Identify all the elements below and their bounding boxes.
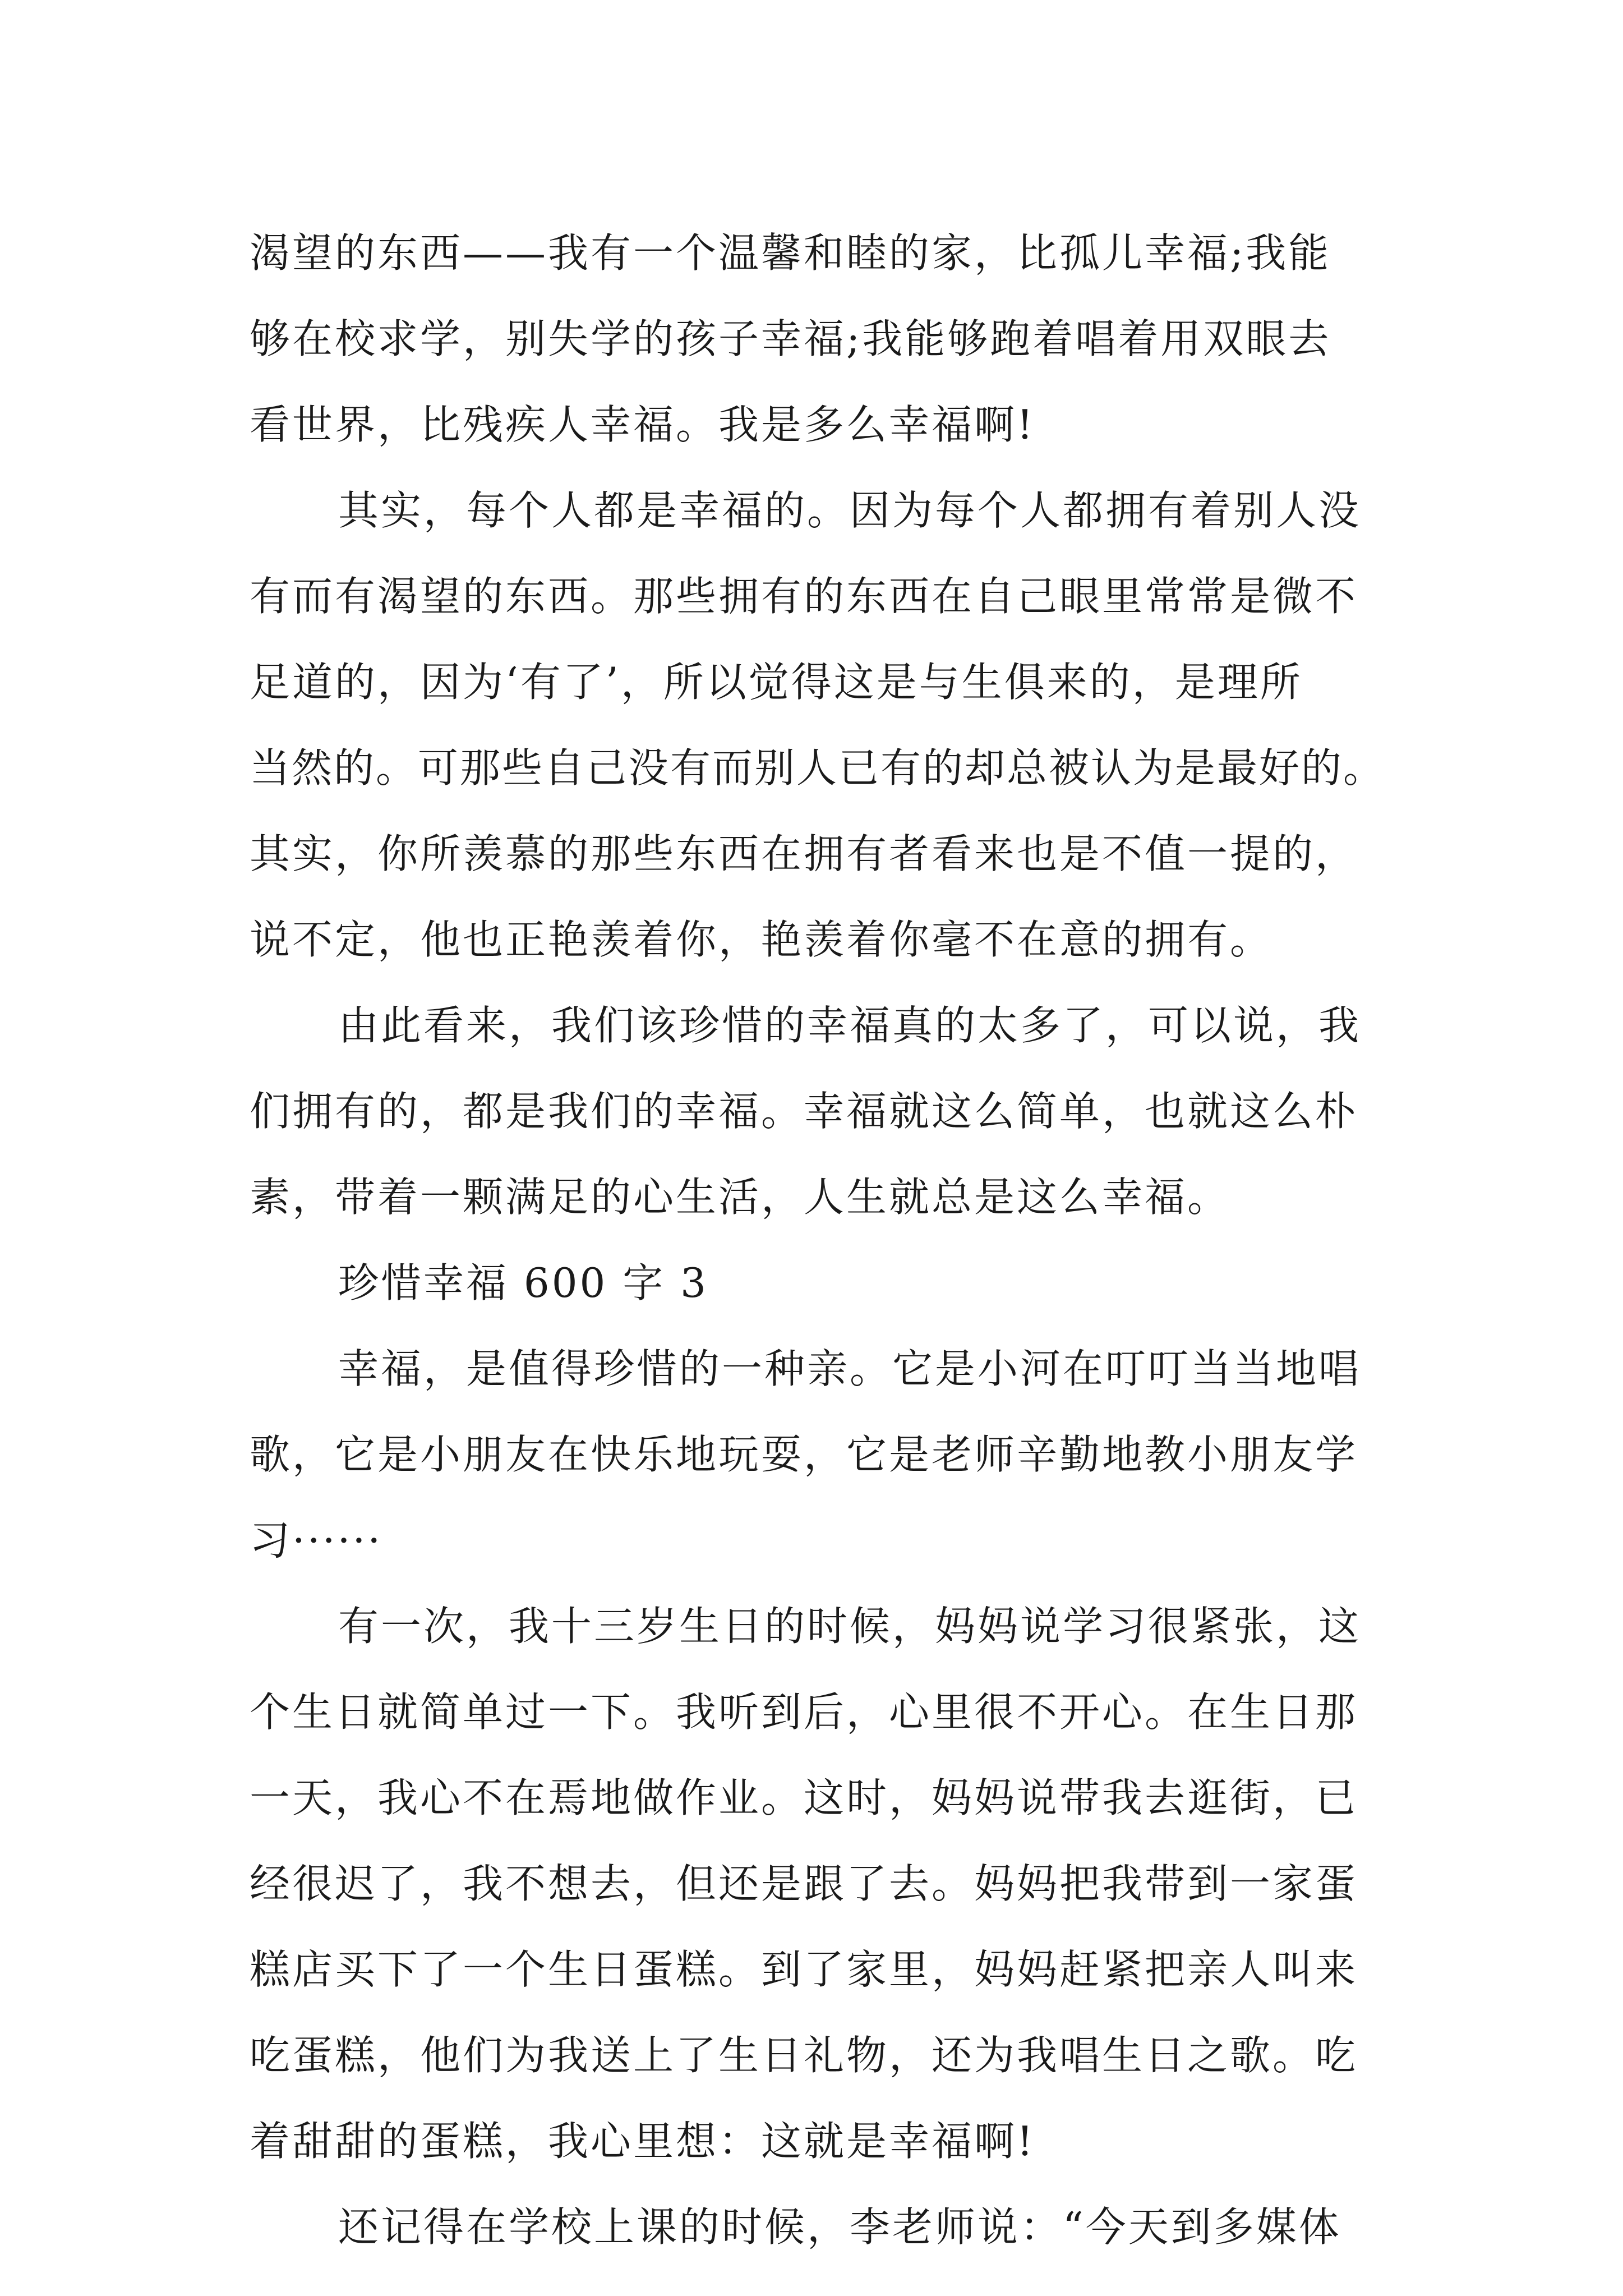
text-line: 歌，它是小朋友在快乐地玩耍，它是老师辛勤地教小朋友学 bbox=[250, 1431, 1358, 1478]
text-line: 糕店买下了一个生日蛋糕。到了家里，妈妈赶紧把亲人叫来 bbox=[250, 1946, 1358, 1993]
text-line: 一天，我心不在焉地做作业。这时，妈妈说带我去逛街，已 bbox=[250, 1774, 1358, 1821]
text-line: 渴望的东西——我有一个温馨和睦的家，比孤儿幸福;我能 bbox=[250, 229, 1331, 277]
text-line: 素，带着一颗满足的心生活，人生就总是这么幸福。 bbox=[250, 1174, 1230, 1221]
text-line: 经很迟了，我不想去，但还是跟了去。妈妈把我带到一家蛋 bbox=[250, 1860, 1358, 1907]
text-line: 习······ bbox=[250, 1517, 383, 1564]
text-line: 珍惜幸福 600 字 3 bbox=[338, 1259, 708, 1306]
text-line: 还记得在学校上课的时候，李老师说：“今天到多媒体 bbox=[338, 2203, 1341, 2251]
essay-body bbox=[250, 210, 1388, 2270]
text-line: 有一次，我十三岁生日的时候，妈妈说学习很紧张，这 bbox=[338, 1603, 1362, 1650]
text-line: 够在校求学，别失学的孩子幸福;我能够跑着唱着用双眼去 bbox=[250, 315, 1331, 362]
text-line: 由此看来，我们该珍惜的幸福真的太多了，可以说，我 bbox=[338, 1002, 1362, 1049]
text-line: 吃蛋糕，他们为我送上了生日礼物，还为我唱生日之歌。吃 bbox=[250, 2032, 1358, 2079]
text-line: 看世界，比残疾人幸福。我是多么幸福啊! bbox=[250, 401, 1035, 448]
text-line: 个生日就简单过一下。我听到后，心里很不开心。在生日那 bbox=[250, 1688, 1358, 1736]
text-line: 有而有渴望的东西。那些拥有的东西在自己眼里常常是微不 bbox=[250, 573, 1358, 620]
text-line: 其实，你所羡慕的那些东西在拥有者看来也是不值一提的， bbox=[250, 830, 1358, 877]
text-line: 们拥有的，都是我们的幸福。幸福就这么简单，也就这么朴 bbox=[250, 1088, 1358, 1135]
text-line: 足道的，因为‘有了’，所以觉得这是与生俱来的，是理所 bbox=[250, 659, 1303, 706]
text-line: 当然的。可那些自己没有而别人已有的却总被认为是最好的。 bbox=[250, 744, 1386, 792]
text-line: 说不定，他也正艳羡着你，艳羡着你毫不在意的拥有。 bbox=[250, 916, 1273, 963]
text-line: 幸福，是值得珍惜的一种亲。它是小河在叮叮当当地唱 bbox=[338, 1345, 1362, 1392]
text-line: 其实，每个人都是幸福的。因为每个人都拥有着别人没 bbox=[338, 487, 1362, 534]
text-line: 着甜甜的蛋糕，我心里想：这就是幸福啊! bbox=[250, 2118, 1035, 2165]
